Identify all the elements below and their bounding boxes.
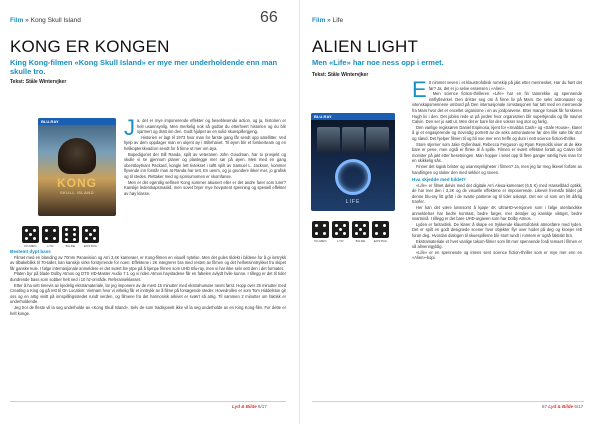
article-column — [124, 115, 286, 238]
rating-filmen — [312, 221, 329, 243]
section-label: Film — [312, 17, 326, 24]
article-kicker: Men «Life» har noe ness opp i ermet. — [312, 58, 444, 67]
page-title: ALIEN LIGHT — [312, 37, 419, 56]
footer — [542, 404, 583, 409]
lead-paragraph: Ja, det er mye imponerende effekter og heseblesende action, og ja, historien er helt usannsynlig. Men merkelig nok så godtar du etterhvert historien og du blir sjarmert og dratt inn den. Godt hjulpet av en solid skuespillergjeng. — [124, 115, 286, 140]
rating-lyd — [42, 226, 59, 248]
dice-icon — [312, 221, 329, 238]
byline: Tekst: Ståle Wintervjker — [312, 72, 369, 78]
kong-figure-image — [58, 138, 96, 174]
ratings-row — [22, 226, 99, 248]
footer-brand: Lyd & Bilde — [232, 404, 257, 409]
cover-subtitle: SKULL ISLAND — [59, 190, 95, 195]
footer-brand: Lyd & Bilde — [548, 404, 574, 409]
paragraph: Men er det egentlig selfisen Kong sommer akusiert eller er det andre farer som lurer? Kanskje lederskapsmaskil, men sovet bryer mye hevpotent spenning og spesiell effekter av høy klasse. — [124, 179, 286, 196]
paragraph: Platen byr på blade Dolby Atmos og DTS HD-Master Audio 7.1 og vi riden Atmos haystadene får en fabelen avlydt hvile kunne. I tillegg er det til tider dundrende bass som sobber helt ned i 10 hz-område. Referanseklasset. — [10, 271, 286, 282]
section-tag: Film » Life — [312, 17, 344, 24]
footer-divider — [312, 401, 584, 402]
byline: Tekst: Ståle Wintervjker — [10, 79, 67, 85]
page-number: 66 — [260, 9, 278, 26]
paragraph: Ekstramateriale et hvet vanlige takom-filmer som litt mer spennende fordi temaet i filmen er så almenngyldig. — [412, 238, 582, 250]
paragraph: Etter å ha sett timevis av kjedelig ekstramateriale, lar jeg imponere av de mest 15 minutter med ekstrahumøre nevnt først. Hopp over 25 minutter med Creating a King og gå rett til On Location: Vietnam hvor vi virkelig får et inntrykk av å filme på forsøgende steder. Hovedrollen er som Tom Hiddelston gir oss og en artig visitt på innspillingsstedet rundt verden, og filmene fra det harmonisk arkivet er svært så artig. Til sammen 2 minutter om faktisk er underholdende. — [10, 282, 286, 305]
cover-title: KONG — [57, 176, 97, 190]
dice-icon — [62, 226, 79, 243]
footer-divider — [10, 401, 286, 402]
cover-title: LIFE — [345, 199, 361, 205]
footer-page: 67 — [542, 404, 548, 409]
footer — [232, 404, 267, 409]
paragraph: Her kan det være lønnsomt å kjøpe 4K UltraHD-versjonen som i følge utenlandske anmeldelser har bedre kontrast, bedre farger, mer detaljer og kanskje viktigst, bedre svartnivå. I tillegg er det bare UHD-utgaven som har Dolby Atmos. — [412, 205, 582, 222]
bluray-band — [311, 113, 395, 120]
rating-bilde — [62, 226, 79, 248]
dice-icon — [22, 226, 39, 243]
paragraph: Finner det logisk brister og usannsynligheter i filmen? Ja, men jeg lar meg likevel forføre av handlingen og sluker den med sekker og sneen. — [412, 163, 582, 175]
paragraph: Bopedigoriet der Bill Randa, spilt av veteranen John Goodman, har to prosjekt og skulle vi se gjennom planer og planlegge mer sør på øyen. Men med en gang oberstløytnant Packard, kongle lett tivtekset i tøftt spilt av Samuel L. Jackson, kommer flyvende inn forstår man at Randa har rett. En uenm, og jo grundere ikker mer, jo grafisk og til stedes. Rettaker med og sjonsumomen er skomfanse. — [124, 151, 286, 179]
dice-icon — [352, 221, 369, 238]
rating-label: LYD — [337, 239, 344, 243]
life-bluray-cover — [311, 113, 395, 211]
rating-filmen — [22, 226, 39, 248]
rating-label: EKSTRA — [373, 239, 388, 243]
dice-icon — [372, 221, 389, 238]
drop-cap: J — [124, 115, 135, 140]
paragraph: «Life» er en spennende og intens sent science fiction-thriller som er mye mer enn en «Alien»-kopi. — [412, 249, 582, 261]
kong-bluray-cover — [38, 118, 116, 216]
paragraph: Men science fiction-thrilleren «Life» har en fin tannrekke og spennende innflytlsvirkel. Den drister seg om å finne liv på Mars. De seks astronauter og vitenskapsmennene ombord på Den internasjonale romstasjonen har tatt med en merroende fra Mars hvor det er encellet organisme i en av jordprøvene. Etter mange forsøk får forskeren Hugh liv i den. Det jubles rede ut på jorden hvor organismen blir superkjendis og får navnet Calvin. Den ser jo søtt ut. Men det er bare før den vokser seg stor og farlig. — [412, 91, 582, 125]
paragraph: «Life» er filmet delvis med det digitale Arri Alexa-kameraet (6,5 K) med Hasselblad optikk, de har mer den i 3,2K og de visuelle effektene er imponerende. Likevel fremstår bildet på denne blu-ray litt grått i de svarte partiene og til tider uskarpt. Det ser ut som om litt dårlig tranfer. — [412, 182, 582, 205]
section-tag: Film » Kong Skull Island — [10, 17, 81, 24]
dice-icon — [332, 221, 349, 238]
rating-label: BILDE — [65, 244, 76, 248]
article-kicker: King Kong-filmen «Kong Skull Island» er mye mer underholdende enn man skulle tro. — [10, 58, 278, 76]
category-label: Life — [332, 17, 344, 24]
paragraph: Filmet med en blanding av 70mm Panavision og Arri 3,4K kameraer, er Kong-filmen en visuell nytelse. Men det gules tildekt i bildene for å gi inntrykk av tilbakeblikk til 70-tallet, kan kanskje virke forstyrrende for noen. Effektene i 2K integrerer bra med resten av filmen og det helhetsinntrykket fra skipet får ganske kule. I følge internasjonale anmeldere er det svært lite ytpe på å kjenpe filmen som UHD Blu-ray, men vi har ikke selv sett den i det formatet. — [10, 254, 286, 271]
paragraph: Jeg tror de fleste vil la seg underholde av «Kong Skull Island». Selv de som tradisjonelt ikke vil la seg underholde av en King Kong-film. For dette er helt konge. — [10, 304, 286, 316]
bluray-band-label: BLU-RAY — [41, 119, 59, 124]
section-label: Film — [10, 17, 24, 24]
rating-label: FILMEN — [24, 244, 37, 248]
category-label: Kong Skull Island — [30, 17, 81, 24]
rating-label: BILDE — [355, 239, 366, 243]
dice-icon — [42, 226, 59, 243]
bluray-band — [38, 118, 116, 125]
rating-lyd — [332, 221, 349, 243]
ratings-row — [312, 221, 389, 243]
dice-icon — [82, 226, 99, 243]
cast-portraits-image — [317, 127, 389, 153]
paragraph: Lyden er fantastisk. De klarer å skape en trykkende klaustrofobisk atmosfære med lyden. Det er spilt en godt designede scener hvor objekter flyr over hodet på deg og kroejer rett foran deg. Hvordan dialogen til skuespillerne blir stort rundt i romtem er også faktiskt bra. — [412, 221, 582, 239]
rating-label: LYD — [47, 244, 54, 248]
rating-bilde — [352, 221, 369, 243]
footer-issue: 6/17 — [574, 404, 584, 409]
bluray-band-label: BLU-RAY — [314, 114, 332, 119]
paragraph: Den vanlige regissøren Daniel Espinosa, kjent for «Snabba Cash» og «Safe House», klarer å gi et engasjerende og troverdig portrett av de seks astronautene før den lille søte blir stor og sløvd. Det hjelper filmen til og bli noe mer enn treffe og dum i nett science fiction-thriller. — [412, 124, 582, 141]
rating-ekstra — [82, 226, 99, 248]
page-title: KONG ER KONGEN — [10, 37, 170, 56]
rating-label: EKSTRA — [83, 244, 98, 248]
rating-label: FILMEN — [314, 239, 327, 243]
lead-paragraph: Ett nimmet veven i et klaustrofobisk romskip på jakt etter mennesket. Har du hørt det før? Ja, det er jo selve essensen i «Alien». — [412, 77, 582, 102]
alien-ring-image — [335, 159, 371, 195]
rating-ekstra — [372, 221, 389, 243]
paragraph: Historien er lagt til 1973 hvor man for første gang får sendt opp satellitter. Ved hjelp av dem oppdager man en ukjent øy i Stillehavet. Til øyen blir et forskerteam og en helikopterskvadron sendt for å finne ut mer om øya. — [124, 134, 286, 151]
subheading: Bestemt dypt bass — [10, 249, 51, 254]
right-page — [300, 0, 600, 424]
footer-issue: 6/17 — [258, 404, 267, 409]
article-column — [10, 247, 286, 399]
drop-cap: E — [412, 77, 427, 102]
paragraph: Store stjerner som Jake Gyllenhaal, Rebecca Ferguson og Ryan Reynolds viser at de ikke bare er pene, men også er flinke til å spille. Filmen er svært effektivt fortalt og Calvin blir monster på jakt etter besetningen. Man hopper i setet opp til flere ganger særlig hvis man for en skikkelig sås. — [412, 141, 582, 164]
article-column — [412, 77, 582, 400]
subheading: Hva skjedde med bildet? — [412, 177, 466, 183]
